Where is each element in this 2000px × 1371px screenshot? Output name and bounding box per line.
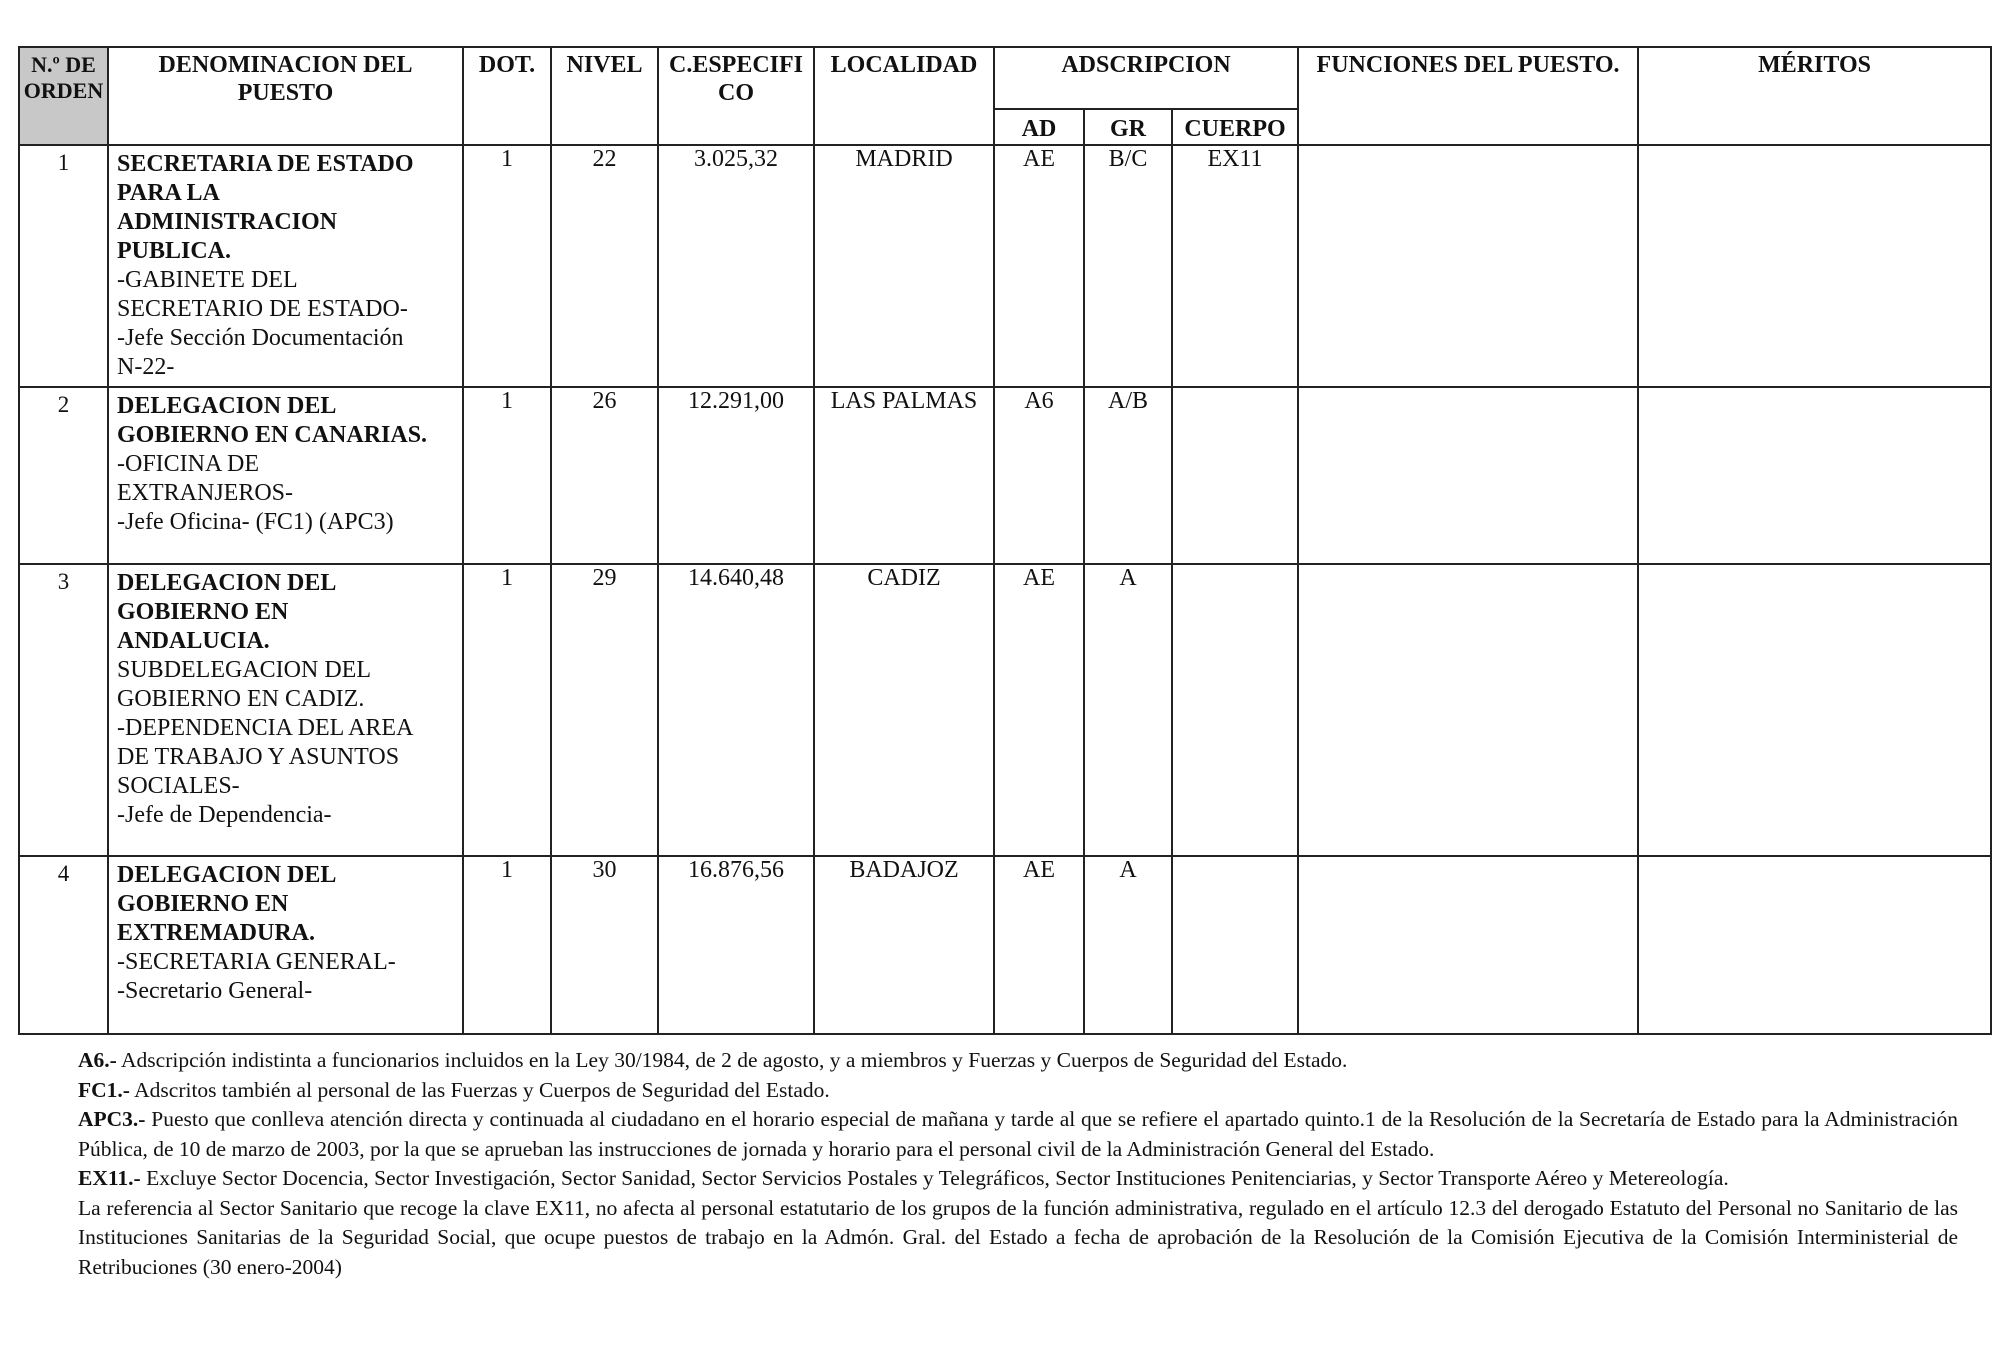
header-denominacion: DENOMINACION DEL PUESTO [108,47,463,145]
cell-especifico: 14.640,48 [658,564,814,856]
title-bold-line: PARA LA [117,179,220,206]
cell-cuerpo [1172,387,1298,564]
title-line: EXTRANJEROS- [117,479,294,506]
title-bold-line: ANDALUCIA. [117,627,270,654]
cell-orden: 1 [19,145,108,387]
header-dot: DOT. [463,47,551,145]
cell-meritos [1638,856,1991,1034]
header-localidad: LOCALIDAD [814,47,994,145]
cell-funciones [1298,387,1638,564]
header-especifico: C.ESPECIFI CO [658,47,814,145]
title-bold-line: EXTREMADURA. [117,919,315,946]
cell-cuerpo [1172,564,1298,856]
footnote-text: Puesto que conlleva atención directa y continuada al ciudadano en el horario especial de mañana y tarde al que se refiere el apartado quinto.1 de la Resolución de la Secretaría de Estado para la Administración Pública, de 10 de marzo de 2003, por la que se aprueban las instrucciones de jornada y horario para el personal civil de la Administración General del Estado. [78,1107,1958,1161]
title-line: SECRETARIO DE ESTADO- [117,295,408,322]
cell-nivel: 30 [551,856,658,1034]
footnote [78,1164,1958,1194]
footnote-key: EX11.- [78,1166,141,1190]
table-row [19,564,1991,856]
cell-gr: A [1084,856,1172,1034]
footnote-text: Excluye Sector Docencia, Sector Investigación, Sector Sanidad, Sector Servicios Postales y Telegráficos, Sector Instituciones Penitenciarias, y Sector Transporte Aéreo y Metereología. [140,1166,1729,1190]
header-funciones: FUNCIONES DEL PUESTO. [1298,47,1638,145]
footnote-text: Adscritos también al personal de las Fuerzas y Cuerpos de Seguridad del Estado. [129,1077,830,1102]
title-line: SUBDELEGACION DEL [117,656,371,683]
footnote-key: APC3.- [78,1107,146,1131]
title-bold-line: PUBLICA. [117,237,232,264]
cell-orden: 2 [19,387,108,564]
title-line: -OFICINA DE [117,450,259,477]
cell-nivel: 29 [551,564,658,856]
footnotes [78,1046,1958,1282]
cell-denominacion [108,145,463,387]
cell-ad: A6 [994,387,1084,564]
cell-funciones [1298,145,1638,387]
header-ad: AD [994,109,1084,145]
footnote-key: FC1.- [78,1077,130,1102]
cell-especifico: 3.025,32 [658,145,814,387]
title-line: -DEPENDENCIA DEL AREA [117,714,414,741]
cell-funciones [1298,564,1638,856]
header-meritos: MÉRITOS [1638,47,1991,145]
header-adscripcion: ADSCRIPCION [994,47,1298,109]
cell-gr: A [1084,564,1172,856]
cell-gr: B/C [1084,145,1172,387]
title-line: N-22- [117,353,175,380]
title-line: -Jefe Sección Documentación [117,324,404,351]
title-bold-line: SECRETARIA DE ESTADO [117,150,414,177]
title-bold-line: ADMINISTRACION [117,208,338,235]
footnote-text: La referencia al Sector Sanitario que recoge la clave EX11, no afecta al personal estatutario de los grupos de la función administrativa, regulado en el artículo 12.3 del derogado Estatuto del Personal no Sanitario de las Instituciones Sanitarias de la Seguridad Social, que ocupe puestos de trabajo en la Admón. Gral. del Estado a fecha de aprobación de la Resolución de la Comisión Ejecutiva de la Comisión Interministerial de Retribuciones (30 enero-2004) [78,1195,1958,1279]
title-bold-line: GOBIERNO EN [117,598,289,625]
title-bold-line: GOBIERNO EN CANARIAS. [117,421,428,448]
cell-gr: A/B [1084,387,1172,564]
cell-dot: 1 [463,564,551,856]
cell-nivel: 22 [551,145,658,387]
header-cuerpo: CUERPO [1172,109,1298,145]
cell-nivel: 26 [551,387,658,564]
cell-meritos [1638,145,1991,387]
title-bold-line: GOBIERNO EN [117,890,289,917]
title-bold-line: DELEGACION DEL [117,392,337,419]
cell-localidad: CADIZ [814,564,994,856]
footnote [78,1194,1958,1283]
cell-localidad: BADAJOZ [814,856,994,1034]
header-orden: N.º DE ORDEN [19,47,108,145]
header-nivel: NIVEL [551,47,658,145]
cell-orden: 3 [19,564,108,856]
cell-localidad: LAS PALMAS [814,387,994,564]
cell-orden: 4 [19,856,108,1034]
title-line: -Secretario General- [117,977,313,1004]
cell-meritos [1638,387,1991,564]
cell-meritos [1638,564,1991,856]
header-gr: GR [1084,109,1172,145]
table-row [19,145,1991,387]
cell-denominacion [108,564,463,856]
cell-denominacion [108,856,463,1034]
cell-dot: 1 [463,387,551,564]
cell-localidad: MADRID [814,145,994,387]
footnote-key: A6.- [78,1048,117,1072]
positions-table [18,46,1992,1035]
footnote [78,1046,1958,1076]
cell-dot: 1 [463,856,551,1034]
title-bold-line: DELEGACION DEL [117,861,337,888]
cell-cuerpo: EX11 [1172,145,1298,387]
title-bold-line: DELEGACION DEL [117,569,337,596]
title-line: SOCIALES- [117,772,240,799]
cell-ad: AE [994,564,1084,856]
table-row [19,856,1991,1034]
cell-especifico: 12.291,00 [658,387,814,564]
table-row [19,387,1991,564]
cell-cuerpo [1172,856,1298,1034]
cell-especifico: 16.876,56 [658,856,814,1034]
title-line: DE TRABAJO Y ASUNTOS [117,743,400,770]
title-line: -Jefe de Dependencia- [117,801,332,828]
title-line: -GABINETE DEL [117,266,298,293]
cell-ad: AE [994,145,1084,387]
footnote [78,1105,1958,1164]
title-line: GOBIERNO EN CADIZ. [117,685,365,712]
title-line: -Jefe Oficina- (FC1) (APC3) [117,508,394,535]
cell-funciones [1298,856,1638,1034]
title-line: -SECRETARIA GENERAL- [117,948,396,975]
cell-ad: AE [994,856,1084,1034]
footnote-text: Adscripción indistinta a funcionarios incluidos en la Ley 30/1984, de 2 de agosto, y a miembros y Fuerzas y Cuerpos de Seguridad del Estado. [116,1048,1348,1072]
cell-dot: 1 [463,145,551,387]
cell-denominacion [108,387,463,564]
footnote [78,1076,1958,1106]
